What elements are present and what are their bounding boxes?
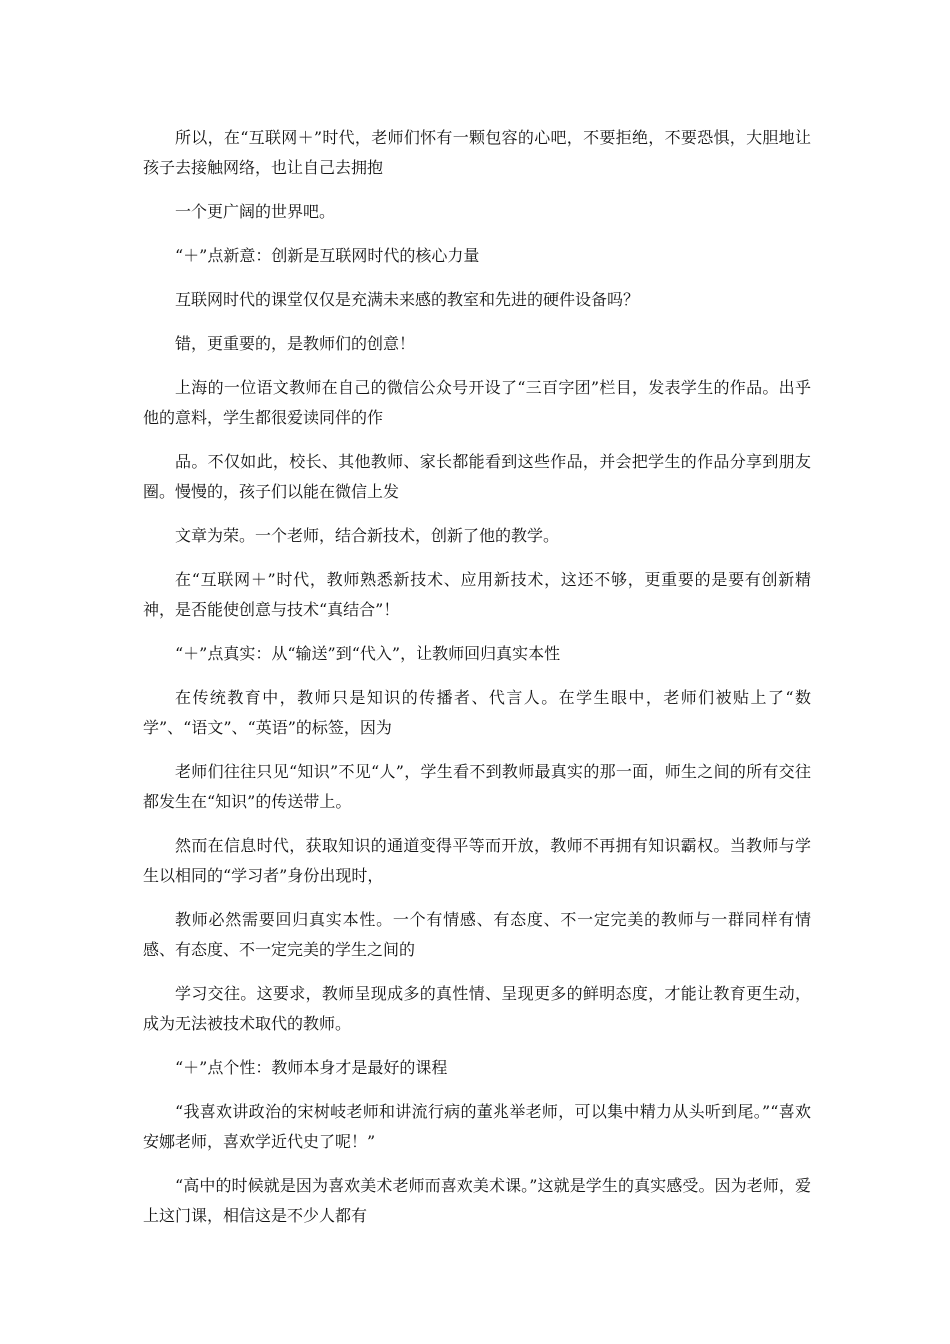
document-body	[143, 123, 811, 1245]
paragraph-15: “高中的时候就是因为喜欢美术老师而喜欢美术课。”这就是学生的真实感受。因为老师，爱上这门课，相信这是不少人都有	[143, 1176, 811, 1225]
paragraph-9: 在传统教育中，教师只是知识的传播者、代言人。在学生眼中，老师们被贴上了“数学”、“语文”、“英语”的标签，因为	[143, 688, 811, 737]
section-heading-innovation: “＋”点新意：创新是互联网时代的核心力量	[175, 246, 480, 265]
paragraph-6: 品。不仅如此，校长、其他教师、家长都能看到这些作品，并会把学生的作品分享到朋友圈。慢慢的，孩子们以能在微信上发	[143, 452, 811, 501]
paragraph-13: 学习交往。这要求，教师呈现成多的真性情、呈现更多的鲜明态度，才能让教育更生动，成为无法被技术取代的教师。	[143, 984, 811, 1033]
paragraph-1: 所以，在“互联网＋”时代，老师们怀有一颗包容的心吧，不要拒绝，不要恐惧，大胆地让孩子去接触网络，也让自己去拥抱	[143, 128, 811, 177]
paragraph-4: 错，更重要的，是教师们的创意！	[175, 334, 416, 353]
section-heading-authenticity: “＋”点真实：从“输送”到“代入”，让教师回归真实本性	[175, 644, 561, 663]
paragraph-10: 老师们往往只见“知识”不见“人”，学生看不到教师最真实的那一面，师生之间的所有交往都发生在“知识”的传送带上。	[143, 762, 811, 811]
paragraph-5: 上海的一位语文教师在自己的微信公众号开设了“三百字团”栏目，发表学生的作品。出乎他的意料，学生都很爱读同伴的作	[143, 378, 811, 427]
paragraph-12: 教师必然需要回归真实本性。一个有情感、有态度、不一定完美的教师与一群同样有情感、有态度、不一定完美的学生之间的	[143, 910, 811, 959]
paragraph-8: 在“互联网＋”时代，教师熟悉新技术、应用新技术，这还不够，更重要的是要有创新精神，是否能使创意与技术“真结合”！	[143, 570, 811, 619]
section-heading-personality: “＋”点个性：教师本身才是最好的课程	[175, 1058, 448, 1077]
paragraph-3: 互联网时代的课堂仅仅是充满未来感的教室和先进的硬件设备吗？	[175, 290, 640, 309]
paragraph-14: “我喜欢讲政治的宋树岐老师和讲流行病的董兆举老师，可以集中精力从头听到尾。”“喜欢安娜老师，喜欢学近代史了呢！”	[143, 1102, 811, 1151]
paragraph-7: 文章为荣。一个老师，结合新技术，创新了他的教学。	[175, 526, 560, 545]
paragraph-2: 一个更广阔的世界吧。	[175, 202, 336, 221]
paragraph-11: 然而在信息时代，获取知识的通道变得平等而开放，教师不再拥有知识霸权。当教师与学生以相同的“学习者”身份出现时，	[143, 836, 811, 885]
